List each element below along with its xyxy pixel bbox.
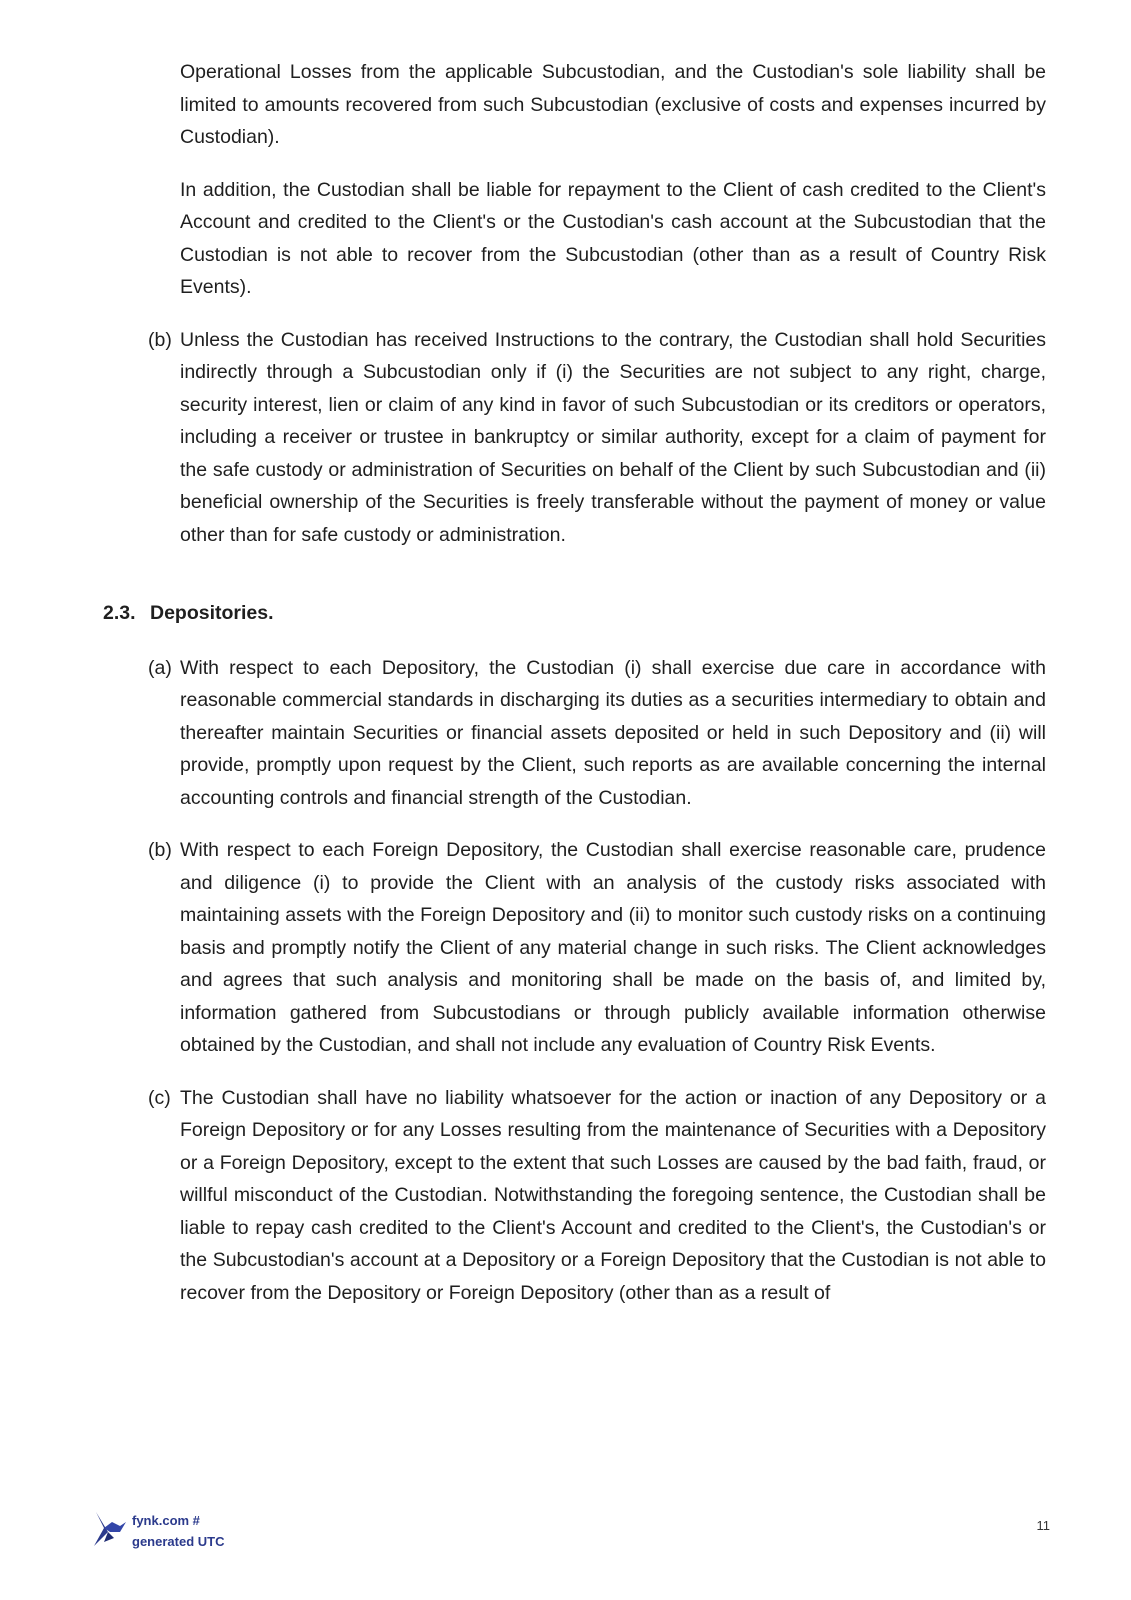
section-heading	[103, 597, 1131, 630]
continuation-paragraph-1: Operational Losses from the applicable Subcustodian, and the Custodian's sole liability shall be limited to amounts recovered from such Subcustodian (exclusive of costs and expenses incurred by Custodian).	[180, 61, 1046, 148]
clause-marker: (a)	[148, 656, 172, 679]
clause-marker: (c)	[148, 1086, 171, 1109]
section-number: 2.3.	[103, 602, 136, 624]
footer-text	[132, 1510, 224, 1552]
footer-site: fynk.com #	[132, 1513, 200, 1528]
clause-item-a-depository	[148, 652, 1046, 815]
clause-item-b-subcustodian	[148, 324, 1046, 552]
clause-marker: (b)	[148, 839, 172, 861]
page-footer	[90, 1508, 1050, 1568]
fynk-bird-logo-icon	[90, 1508, 128, 1548]
clause-text: The Custodian shall have no liability whatsoever for the action or inaction of any Depository or a Foreign Depository or for any Losses resulting from the maintenance of Securities with a Depository or a Foreign Depository, except to the extent that such Losses are caused by the bad faith, fraud, or willful misconduct of the Custodian. Notwithstanding the foregoing sentence, the Custodian shall be liable to repay cash credited to the Client's Account and credited to the Client's, the Custodian's or the Subcustodian's account at a Depository or a Foreign Depository that the Custodian is not able to recover from the Depository or Foreign Depository (other than as a result of	[180, 1086, 1046, 1304]
page-number: 11	[1036, 1518, 1050, 1533]
clause-marker: (b)	[148, 328, 172, 351]
continuation-paragraph-2: In addition, the Custodian shall be liable for repayment to the Client of cash credited to the Client's Account and credited to the Client's or the Custodian's cash account at the Subcustodian that the Custodian is not able to recover from the Subcustodian (other than as a result of Country Risk Events).	[180, 178, 1046, 298]
document-body	[0, 56, 1131, 1329]
footer-generated: generated UTC	[132, 1534, 225, 1549]
clause-text: With respect to each Foreign Depository, the Custodian shall exercise reasonable care, prudence and diligence (i) to provide the Client with an analysis of the custody risks associated with maintaining assets with the Foreign Depository and (ii) to monitor such custody risks on a continuing basis and promptly notify the Client of any material change in such risks. The Client acknowledges and agrees that such analysis and monitoring shall be made on the basis of, and limited by, information gathered from Subcustodians or through publicly available information otherwise obtained by the Custodian, and shall not include any evaluation of Country Risk Events.	[180, 839, 1046, 1056]
section-title: Depositories.	[150, 602, 274, 624]
clause-item-c-liability	[148, 1082, 1046, 1310]
clause-text: Unless the Custodian has received Instructions to the contrary, the Custodian shall hold Securities indirectly through a Subcustodian only if (i) the Securities are not subject to any right, charge, security interest, lien or claim of any kind in favor of such Subcustodian or its creditors or operators, including a receiver or trustee in bankruptcy or similar authority, except for a claim of payment for the safe custody or administration of Securities on behalf of the Client by such Subcustodian and (ii) beneficial ownership of the Securities is freely transferable without the payment of money or value other than for safe custody or administration.	[180, 328, 1046, 546]
clause-text: With respect to each Depository, the Custodian (i) shall exercise due care in accordance with reasonable commercial standards in discharging its duties as a securities intermediary to obtain and thereafter maintain Securities or financial assets deposited or held in such Depository and (ii) will provide, promptly upon request by the Client, such reports as are available concerning the internal accounting controls and financial strength of the Custodian.	[180, 656, 1046, 809]
clause-item-b-foreign-depository	[148, 834, 1046, 1062]
